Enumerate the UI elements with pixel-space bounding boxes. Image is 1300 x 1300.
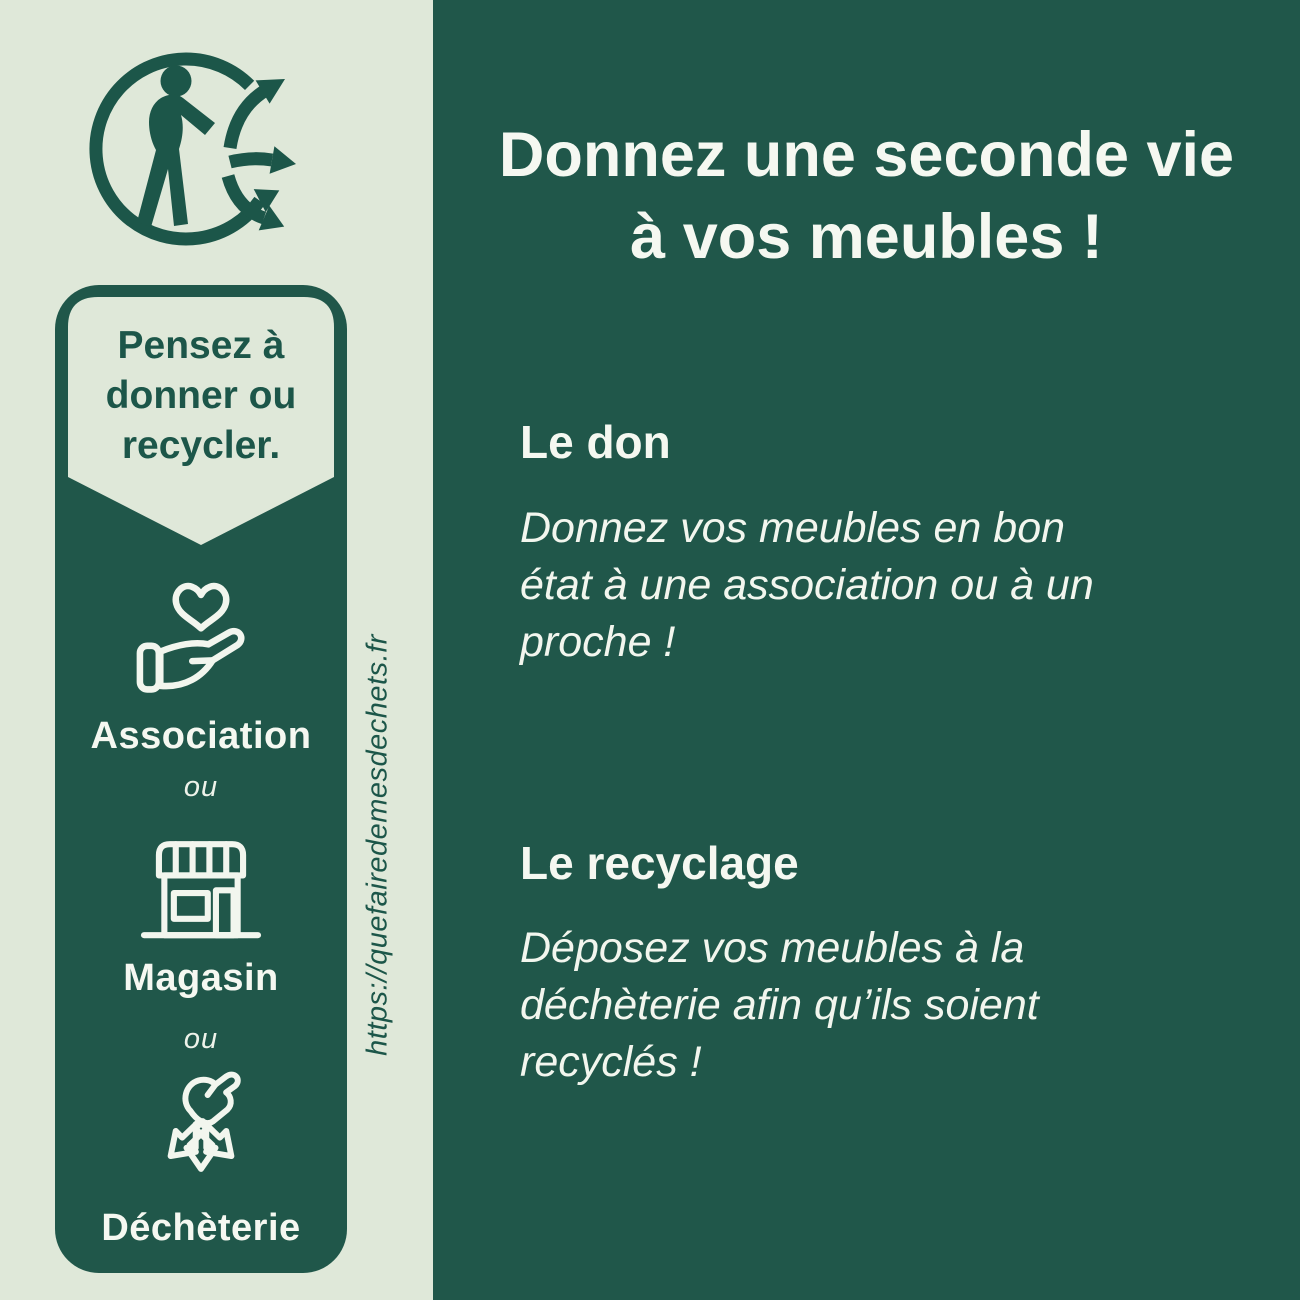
banner-line: recycler. xyxy=(121,424,281,467)
hand-drop-sorting-icon xyxy=(55,1066,347,1203)
title-line: Donnez une seconde vie xyxy=(498,120,1235,191)
body-line: recyclés ! xyxy=(520,1038,702,1086)
section-heading-le-recyclage: Le recyclage xyxy=(520,837,799,889)
body-line: déchèterie afin qu’ils soient xyxy=(520,981,1039,1029)
section-body-le-don xyxy=(520,500,1094,671)
option-label-magasin: Magasin xyxy=(123,957,279,999)
separator-ou: ou xyxy=(183,771,219,803)
body-line: proche ! xyxy=(520,618,676,666)
banner-text xyxy=(68,321,334,471)
banner-line: Pensez à xyxy=(117,324,285,367)
separator-ou: ou xyxy=(183,1023,219,1055)
left-panel xyxy=(0,0,433,1300)
option-label-decheterie: Déchèterie xyxy=(101,1207,301,1249)
banner-line: donner ou xyxy=(105,374,297,417)
options-column xyxy=(55,285,347,1273)
section-body-le-recyclage xyxy=(520,920,1039,1091)
content-panel xyxy=(433,0,1300,1300)
page-title xyxy=(433,114,1300,278)
body-line: état à une association ou à un xyxy=(520,561,1094,609)
body-line: Donnez vos meubles en bon xyxy=(520,504,1066,552)
body-line: Déposez vos meubles à la xyxy=(520,924,1025,972)
storefront-icon xyxy=(55,832,347,951)
website-url: https://quefairedemesdechets.fr xyxy=(361,634,394,1056)
section-heading-le-don: Le don xyxy=(520,416,671,468)
title-line: à vos meubles ! xyxy=(630,202,1103,273)
option-label-association: Association xyxy=(90,715,312,757)
triman-recycling-logo-icon xyxy=(88,36,332,266)
heart-in-hand-icon xyxy=(55,576,347,709)
